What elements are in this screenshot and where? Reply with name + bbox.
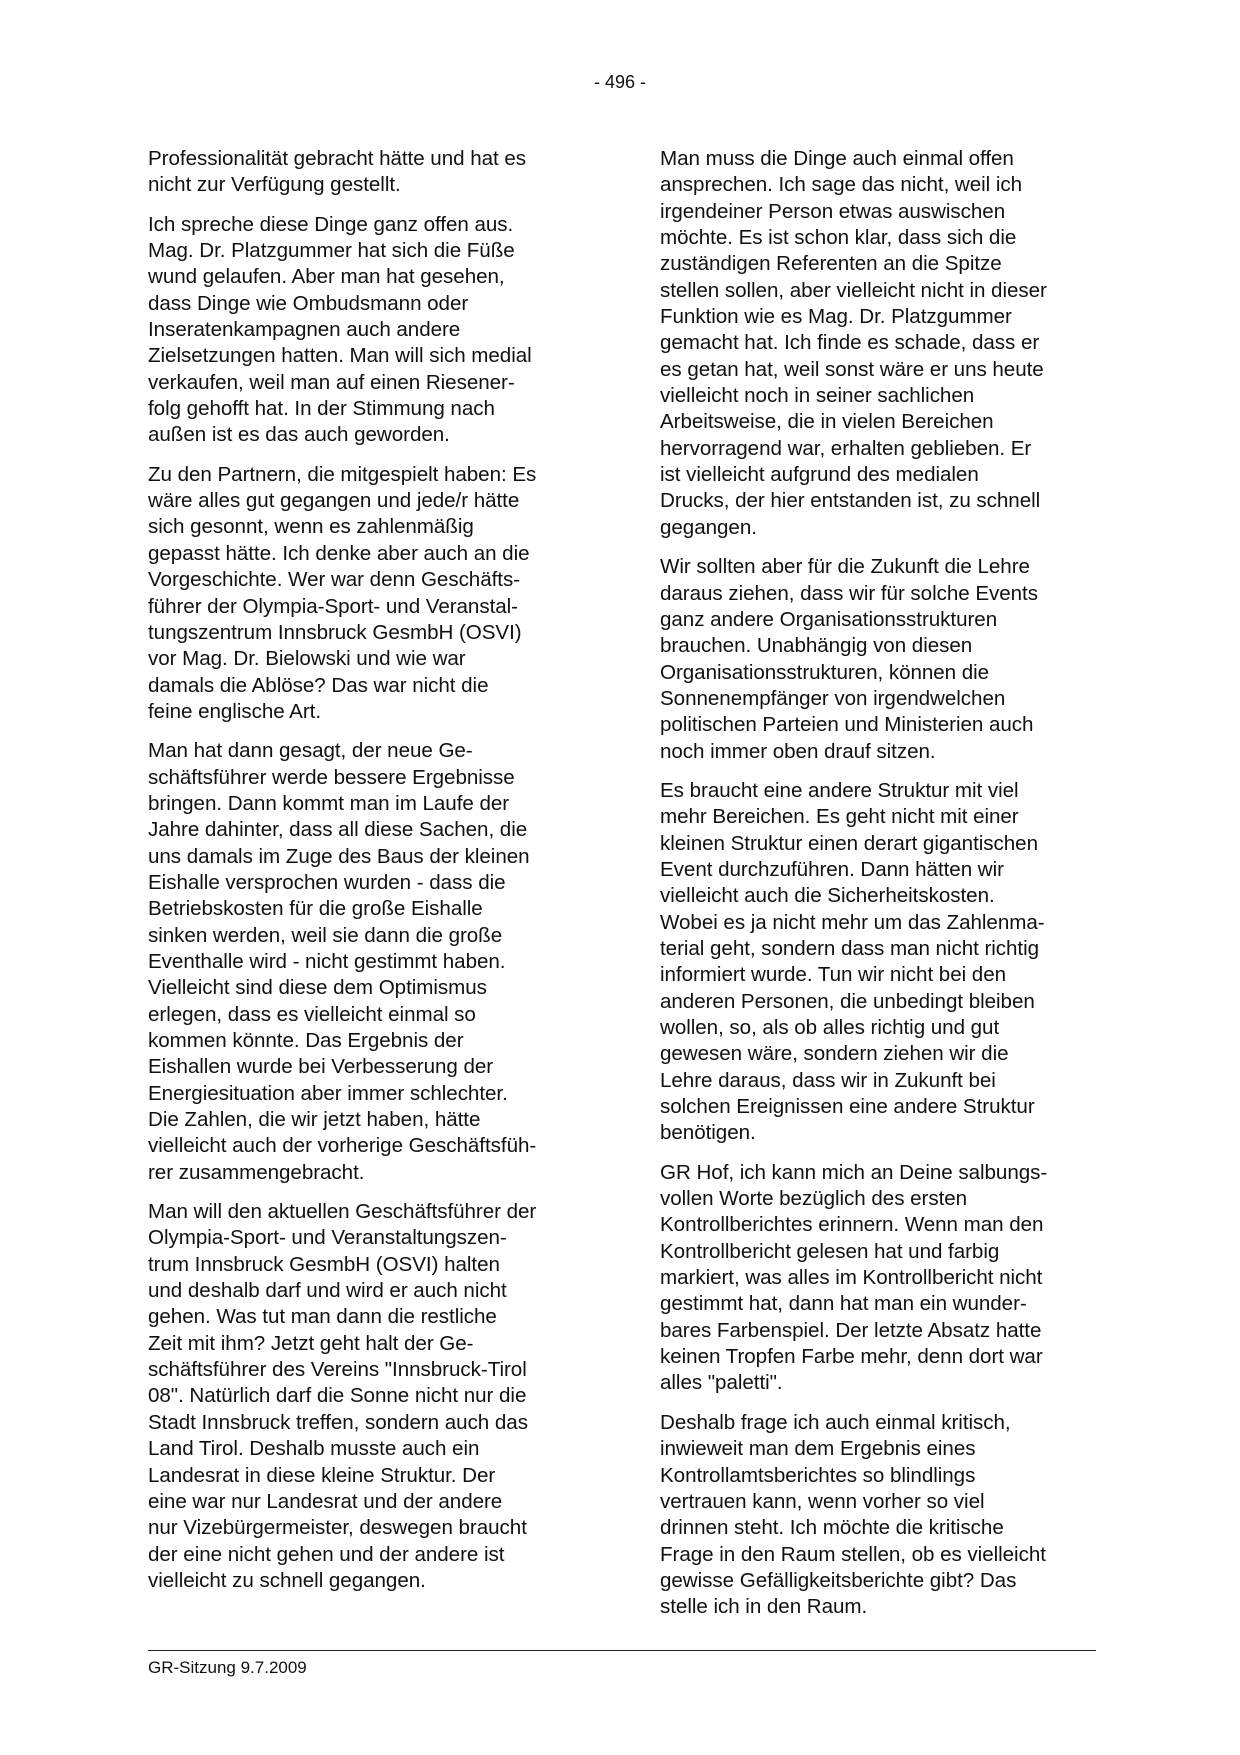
paragraph: Man hat dann gesagt, der neue Ge- schäftsführer werde bessere Ergebnisse bringen. Dann kommt man im Laufe der Jahre dahinter, dass all diese Sachen, die uns damals im Zuge des Baus der kleinen Eishalle versprochen wurden - dass die Betriebskosten für die große Eishalle sinken werden, weil sie dann die große Eventhalle wird - nicht gestimmt haben. Vielleicht sind diese dem Optimismus erlegen, dass es vielleicht einmal so kommen könnte. Das Ergebnis der Eishallen wurde bei Verbesserung der Energiesituation aber immer schlechter. Die Zahlen, die wir jetzt haben, hätte vielleicht auch der vorherige Geschäftsfüh- rer zusammengebracht. <box>148 739 537 1184</box>
paragraph: Ich spreche diese Dinge ganz offen aus. Mag. Dr. Platzgummer hat sich die Füße wund gelaufen. Aber man hat gesehen, dass Dinge wie Ombudsmann oder Inseratenkampagnen auch andere Zielsetzungen hatten. Man will sich medial verkaufen, weil man auf einen Riesener- folg gehofft hat. In der Stimmung nach außen ist es das auch geworden. <box>148 212 532 447</box>
left-column <box>148 146 588 1607</box>
paragraph: Professionalität gebracht hätte und hat es nicht zur Verfügung gestellt. <box>148 147 526 197</box>
paragraph: Wir sollten aber für die Zukunft die Lehre daraus ziehen, dass wir für solche Events ganz andere Organisationsstrukturen brauchen. Unabhängig von diesen Organisationsstrukturen, können die Sonnenempfänger von irgendwelchen politischen Parteien und Ministerien auch noch immer oben drauf sitzen. <box>660 555 1038 763</box>
footer-session-date: GR-Sitzung 9.7.2009 <box>148 1658 307 1677</box>
paragraph: Es braucht eine andere Struktur mit viel mehr Bereichen. Es geht nicht mit einer kleinen Struktur einen derart gigantischen Event durchzuführen. Dann hätten wir vielleicht auch die Sicherheitskosten. Wobei es ja nicht mehr um das Zahlenma- terial geht, sondern dass man nicht richtig informiert wurde. Tun wir nicht bei den anderen Personen, die unbedingt bleiben wollen, so, als ob alles richtig und gut gewesen wäre, sondern ziehen wir die Lehre daraus, dass wir in Zukunft bei solchen Ereignissen eine andere Struktur benötigen. <box>660 778 1045 1145</box>
paragraph: GR Hof, ich kann mich an Deine salbungs- vollen Worte bezüglich des ersten Kontrollberichtes erinnern. Wenn man den Kontrollbericht gelesen hat und farbig markiert, was alles im Kontrollbericht nicht gestimmt hat, dann hat man ein wunder- bares Farbenspiel. Der letzte Absatz hatte keinen Tropfen Farbe mehr, denn dort war alles "paletti". <box>660 1160 1048 1395</box>
page-number: - 496 - <box>593 72 647 92</box>
right-column <box>660 146 1100 1634</box>
paragraph: Deshalb frage ich auch einmal kritisch, inwieweit man dem Ergebnis eines Kontrollamtsberichtes so blindlings vertrauen kann, wenn vorher so viel drinnen steht. Ich möchte die kritische Frage in den Raum stellen, ob es vielleicht gewisse Gefälligkeitsberichte gibt? Das stelle ich in den Raum. <box>660 1410 1046 1619</box>
paragraph: Man will den aktuellen Geschäftsführer der Olympia-Sport- und Veranstaltungszen- trum Innsbruck GesmbH (OSVI) halten und deshalb darf und wird er auch nicht gehen. Was tut man dann die restliche Zeit mit ihm? Jetzt geht halt der Ge- schäftsführer des Vereins "Innsbruck-Tirol 08". Natürlich darf die Sonne nicht nur die Stadt Innsbruck treffen, sondern auch das Land Tirol. Deshalb musste auch ein Landesrat in diese kleine Struktur. Der eine war nur Landesrat und der andere nur Vizebürgermeister, deswegen braucht der eine nicht gehen und der andere ist vielleicht zu schnell gegangen. <box>148 1200 537 1592</box>
paragraph: Zu den Partnern, die mitgespielt haben: Es wäre alles gut gegangen und jede/r hätte sich gesonnt, wenn es zahlenmäßig gepasst hätte. Ich denke aber auch an die Vorgeschichte. Wer war denn Geschäfts- führer der Olympia-Sport- und Veranstal- tungszentrum Innsbruck GesmbH (OSVI) vor Mag. Dr. Bielowski und wie war damals die Ablöse? Das war nicht die feine englische Art. <box>148 462 537 723</box>
paragraph: Man muss die Dinge auch einmal offen ansprechen. Ich sage das nicht, weil ich irgendeiner Person etwas auswischen möchte. Es ist schon klar, dass sich die zuständigen Referenten an die Spitze stellen sollen, aber vielleicht nicht in dieser Funktion wie es Mag. Dr. Platzgummer gemacht hat. Ich finde es schade, dass er es getan hat, weil sonst wäre er uns heute vielleicht noch in seiner sachlichen Arbeitsweise, die in vielen Bereichen hervorragend war, erhalten geblieben. Er ist vielleicht aufgrund des medialen Drucks, der hier entstanden ist, zu schnell gegangen. <box>660 147 1047 539</box>
footer-divider <box>148 1650 1096 1651</box>
